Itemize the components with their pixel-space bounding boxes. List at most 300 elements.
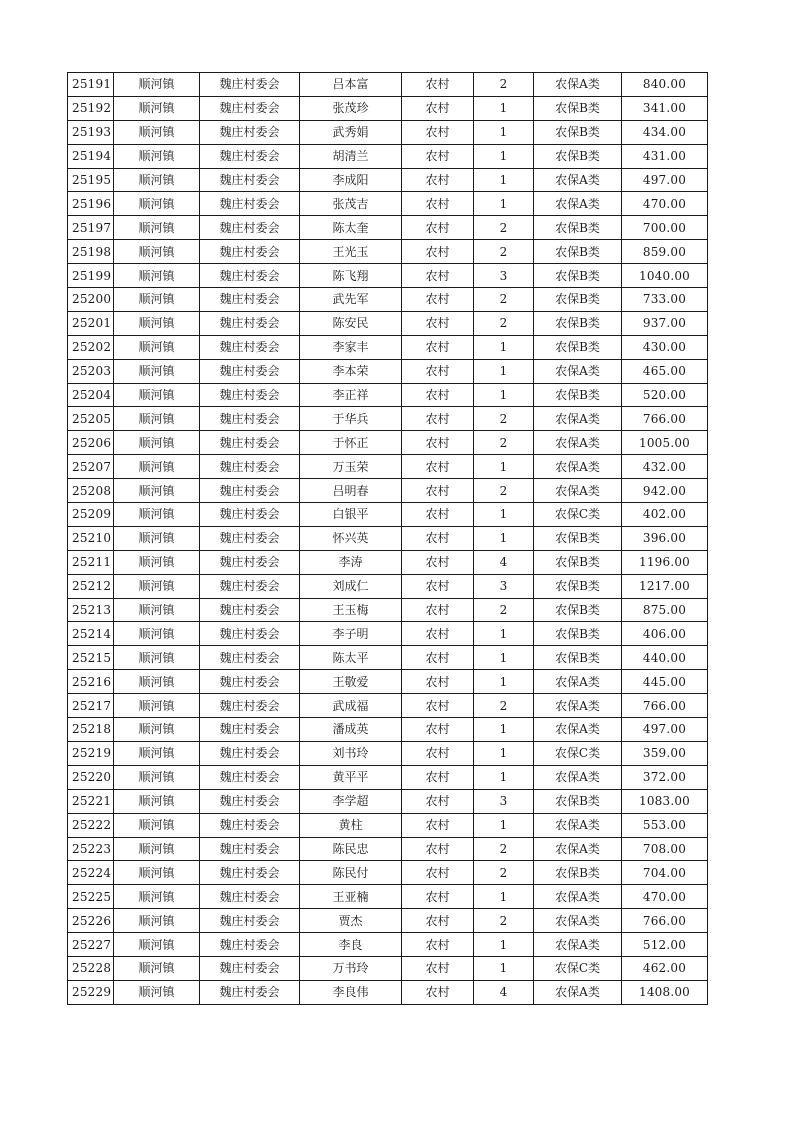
cell-household-type: 农村 <box>402 789 474 813</box>
cell-amount: 497.00 <box>622 718 708 742</box>
cell-village-committee: 魏庄村委会 <box>200 765 300 789</box>
table-row <box>68 861 708 885</box>
cell-record-id: 25196 <box>68 192 114 216</box>
cell-village-committee: 魏庄村委会 <box>200 789 300 813</box>
cell-village-committee: 魏庄村委会 <box>200 646 300 670</box>
cell-household-type: 农村 <box>402 503 474 527</box>
cell-record-id: 25215 <box>68 646 114 670</box>
cell-township: 顺河镇 <box>114 407 200 431</box>
table-row <box>68 622 708 646</box>
cell-township: 顺河镇 <box>114 240 200 264</box>
cell-village-committee: 魏庄村委会 <box>200 216 300 240</box>
cell-township: 顺河镇 <box>114 837 200 861</box>
cell-insurance-category: 农保B类 <box>534 96 622 120</box>
cell-village-committee: 魏庄村委会 <box>200 192 300 216</box>
cell-insurance-category: 农保A类 <box>534 168 622 192</box>
cell-township: 顺河镇 <box>114 765 200 789</box>
cell-township: 顺河镇 <box>114 192 200 216</box>
table-row <box>68 168 708 192</box>
cell-amount: 766.00 <box>622 909 708 933</box>
cell-record-id: 25210 <box>68 526 114 550</box>
cell-household-size: 1 <box>474 956 534 980</box>
cell-amount: 445.00 <box>622 670 708 694</box>
cell-person-name: 陈安民 <box>300 311 402 335</box>
cell-amount: 1005.00 <box>622 431 708 455</box>
cell-insurance-category: 农保A类 <box>534 909 622 933</box>
cell-household-size: 1 <box>474 120 534 144</box>
cell-household-type: 农村 <box>402 956 474 980</box>
cell-insurance-category: 农保A类 <box>534 718 622 742</box>
cell-record-id: 25207 <box>68 455 114 479</box>
table-row <box>68 479 708 503</box>
cell-household-size: 2 <box>474 598 534 622</box>
cell-amount: 470.00 <box>622 192 708 216</box>
cell-record-id: 25222 <box>68 813 114 837</box>
cell-record-id: 25228 <box>68 956 114 980</box>
cell-record-id: 25214 <box>68 622 114 646</box>
cell-household-type: 农村 <box>402 168 474 192</box>
cell-insurance-category: 农保B类 <box>534 574 622 598</box>
cell-household-type: 农村 <box>402 383 474 407</box>
cell-amount: 396.00 <box>622 526 708 550</box>
cell-village-committee: 魏庄村委会 <box>200 383 300 407</box>
table-row <box>68 335 708 359</box>
cell-township: 顺河镇 <box>114 646 200 670</box>
cell-amount: 431.00 <box>622 144 708 168</box>
cell-household-type: 农村 <box>402 622 474 646</box>
cell-insurance-category: 农保B类 <box>534 144 622 168</box>
cell-household-type: 农村 <box>402 192 474 216</box>
cell-township: 顺河镇 <box>114 288 200 312</box>
cell-insurance-category: 农保B类 <box>534 311 622 335</box>
cell-amount: 942.00 <box>622 479 708 503</box>
cell-village-committee: 魏庄村委会 <box>200 885 300 909</box>
cell-household-type: 农村 <box>402 216 474 240</box>
cell-township: 顺河镇 <box>114 789 200 813</box>
table-row <box>68 455 708 479</box>
cell-township: 顺河镇 <box>114 694 200 718</box>
cell-village-committee: 魏庄村委会 <box>200 503 300 527</box>
cell-township: 顺河镇 <box>114 120 200 144</box>
cell-person-name: 吕明春 <box>300 479 402 503</box>
cell-person-name: 黄平平 <box>300 765 402 789</box>
cell-record-id: 25218 <box>68 718 114 742</box>
cell-household-size: 3 <box>474 264 534 288</box>
cell-amount: 512.00 <box>622 933 708 957</box>
table-row <box>68 980 708 1004</box>
table-row <box>68 359 708 383</box>
cell-record-id: 25217 <box>68 694 114 718</box>
cell-insurance-category: 农保A类 <box>534 837 622 861</box>
cell-amount: 733.00 <box>622 288 708 312</box>
cell-village-committee: 魏庄村委会 <box>200 861 300 885</box>
cell-household-type: 农村 <box>402 144 474 168</box>
cell-person-name: 武成福 <box>300 694 402 718</box>
cell-record-id: 25206 <box>68 431 114 455</box>
cell-household-type: 农村 <box>402 933 474 957</box>
cell-person-name: 陈太奎 <box>300 216 402 240</box>
cell-household-type: 农村 <box>402 718 474 742</box>
cell-amount: 875.00 <box>622 598 708 622</box>
cell-amount: 462.00 <box>622 956 708 980</box>
cell-household-size: 1 <box>474 335 534 359</box>
table-row <box>68 288 708 312</box>
cell-household-size: 1 <box>474 526 534 550</box>
cell-household-size: 1 <box>474 503 534 527</box>
cell-township: 顺河镇 <box>114 335 200 359</box>
cell-township: 顺河镇 <box>114 383 200 407</box>
cell-household-size: 1 <box>474 622 534 646</box>
table-row <box>68 718 708 742</box>
cell-person-name: 张茂吉 <box>300 192 402 216</box>
cell-household-size: 1 <box>474 383 534 407</box>
table-row <box>68 264 708 288</box>
cell-household-size: 2 <box>474 694 534 718</box>
cell-village-committee: 魏庄村委会 <box>200 574 300 598</box>
cell-village-committee: 魏庄村委会 <box>200 120 300 144</box>
table-row <box>68 813 708 837</box>
table-row <box>68 670 708 694</box>
cell-village-committee: 魏庄村委会 <box>200 264 300 288</box>
cell-village-committee: 魏庄村委会 <box>200 550 300 574</box>
cell-record-id: 25200 <box>68 288 114 312</box>
cell-household-size: 2 <box>474 73 534 97</box>
table-row <box>68 765 708 789</box>
cell-household-type: 农村 <box>402 311 474 335</box>
table-row <box>68 526 708 550</box>
cell-household-size: 1 <box>474 96 534 120</box>
cell-household-size: 1 <box>474 765 534 789</box>
cell-record-id: 25213 <box>68 598 114 622</box>
cell-household-type: 农村 <box>402 909 474 933</box>
cell-record-id: 25192 <box>68 96 114 120</box>
cell-township: 顺河镇 <box>114 479 200 503</box>
cell-amount: 465.00 <box>622 359 708 383</box>
cell-village-committee: 魏庄村委会 <box>200 980 300 1004</box>
cell-amount: 440.00 <box>622 646 708 670</box>
cell-household-type: 农村 <box>402 813 474 837</box>
cell-township: 顺河镇 <box>114 813 200 837</box>
cell-insurance-category: 农保A类 <box>534 980 622 1004</box>
cell-village-committee: 魏庄村委会 <box>200 431 300 455</box>
cell-household-type: 农村 <box>402 694 474 718</box>
table-row <box>68 885 708 909</box>
cell-record-id: 25191 <box>68 73 114 97</box>
cell-record-id: 25202 <box>68 335 114 359</box>
cell-township: 顺河镇 <box>114 741 200 765</box>
cell-amount: 432.00 <box>622 455 708 479</box>
cell-household-size: 3 <box>474 574 534 598</box>
cell-household-size: 2 <box>474 407 534 431</box>
cell-person-name: 李良伟 <box>300 980 402 1004</box>
cell-village-committee: 魏庄村委会 <box>200 813 300 837</box>
cell-person-name: 刘书玲 <box>300 741 402 765</box>
cell-person-name: 李良 <box>300 933 402 957</box>
cell-person-name: 于怀正 <box>300 431 402 455</box>
cell-village-committee: 魏庄村委会 <box>200 956 300 980</box>
cell-person-name: 黄柱 <box>300 813 402 837</box>
cell-insurance-category: 农保B类 <box>534 526 622 550</box>
cell-township: 顺河镇 <box>114 216 200 240</box>
cell-township: 顺河镇 <box>114 861 200 885</box>
cell-amount: 1083.00 <box>622 789 708 813</box>
cell-record-id: 25229 <box>68 980 114 1004</box>
cell-household-type: 农村 <box>402 264 474 288</box>
cell-insurance-category: 农保C类 <box>534 741 622 765</box>
cell-village-committee: 魏庄村委会 <box>200 909 300 933</box>
cell-insurance-category: 农保B类 <box>534 598 622 622</box>
cell-household-type: 农村 <box>402 73 474 97</box>
cell-household-size: 2 <box>474 240 534 264</box>
cell-record-id: 25195 <box>68 168 114 192</box>
cell-township: 顺河镇 <box>114 574 200 598</box>
cell-household-size: 2 <box>474 909 534 933</box>
cell-insurance-category: 农保A类 <box>534 455 622 479</box>
cell-township: 顺河镇 <box>114 96 200 120</box>
cell-household-size: 1 <box>474 718 534 742</box>
cell-township: 顺河镇 <box>114 956 200 980</box>
cell-household-size: 1 <box>474 646 534 670</box>
cell-household-type: 农村 <box>402 861 474 885</box>
cell-person-name: 李涛 <box>300 550 402 574</box>
cell-insurance-category: 农保B类 <box>534 335 622 359</box>
cell-village-committee: 魏庄村委会 <box>200 407 300 431</box>
cell-village-committee: 魏庄村委会 <box>200 455 300 479</box>
cell-village-committee: 魏庄村委会 <box>200 837 300 861</box>
cell-township: 顺河镇 <box>114 144 200 168</box>
roster-table <box>67 72 708 1005</box>
table-row <box>68 574 708 598</box>
cell-township: 顺河镇 <box>114 598 200 622</box>
cell-amount: 406.00 <box>622 622 708 646</box>
cell-village-committee: 魏庄村委会 <box>200 240 300 264</box>
cell-township: 顺河镇 <box>114 550 200 574</box>
cell-amount: 840.00 <box>622 73 708 97</box>
cell-village-committee: 魏庄村委会 <box>200 311 300 335</box>
cell-insurance-category: 农保A类 <box>534 73 622 97</box>
cell-village-committee: 魏庄村委会 <box>200 670 300 694</box>
cell-insurance-category: 农保A类 <box>534 670 622 694</box>
cell-person-name: 李学超 <box>300 789 402 813</box>
cell-record-id: 25223 <box>68 837 114 861</box>
cell-amount: 766.00 <box>622 407 708 431</box>
cell-amount: 700.00 <box>622 216 708 240</box>
cell-household-size: 4 <box>474 980 534 1004</box>
cell-insurance-category: 农保A类 <box>534 431 622 455</box>
cell-village-committee: 魏庄村委会 <box>200 479 300 503</box>
cell-household-size: 1 <box>474 455 534 479</box>
table-row <box>68 956 708 980</box>
table-row <box>68 741 708 765</box>
cell-person-name: 王玉梅 <box>300 598 402 622</box>
cell-person-name: 胡清兰 <box>300 144 402 168</box>
cell-insurance-category: 农保A类 <box>534 765 622 789</box>
cell-person-name: 白银平 <box>300 503 402 527</box>
table-row <box>68 598 708 622</box>
cell-amount: 341.00 <box>622 96 708 120</box>
cell-household-type: 农村 <box>402 646 474 670</box>
cell-household-type: 农村 <box>402 765 474 789</box>
table-row <box>68 144 708 168</box>
cell-household-size: 3 <box>474 789 534 813</box>
cell-person-name: 李成阳 <box>300 168 402 192</box>
cell-person-name: 潘成英 <box>300 718 402 742</box>
cell-household-size: 1 <box>474 670 534 694</box>
table-row <box>68 240 708 264</box>
cell-insurance-category: 农保B类 <box>534 861 622 885</box>
table-row <box>68 837 708 861</box>
cell-insurance-category: 农保B类 <box>534 216 622 240</box>
cell-amount: 704.00 <box>622 861 708 885</box>
cell-amount: 1040.00 <box>622 264 708 288</box>
cell-household-type: 农村 <box>402 670 474 694</box>
cell-village-committee: 魏庄村委会 <box>200 933 300 957</box>
cell-record-id: 25204 <box>68 383 114 407</box>
table-row <box>68 192 708 216</box>
cell-person-name: 王光玉 <box>300 240 402 264</box>
cell-amount: 766.00 <box>622 694 708 718</box>
cell-record-id: 25221 <box>68 789 114 813</box>
cell-household-type: 农村 <box>402 407 474 431</box>
cell-household-type: 农村 <box>402 980 474 1004</box>
cell-village-committee: 魏庄村委会 <box>200 741 300 765</box>
cell-insurance-category: 农保B类 <box>534 789 622 813</box>
cell-amount: 1408.00 <box>622 980 708 1004</box>
cell-record-id: 25211 <box>68 550 114 574</box>
cell-person-name: 贾杰 <box>300 909 402 933</box>
cell-insurance-category: 农保A类 <box>534 192 622 216</box>
cell-household-type: 农村 <box>402 837 474 861</box>
cell-household-type: 农村 <box>402 455 474 479</box>
cell-village-committee: 魏庄村委会 <box>200 73 300 97</box>
table-row <box>68 96 708 120</box>
cell-person-name: 王敬爱 <box>300 670 402 694</box>
cell-village-committee: 魏庄村委会 <box>200 598 300 622</box>
cell-record-id: 25208 <box>68 479 114 503</box>
cell-household-type: 农村 <box>402 550 474 574</box>
cell-amount: 430.00 <box>622 335 708 359</box>
cell-household-size: 2 <box>474 288 534 312</box>
cell-village-committee: 魏庄村委会 <box>200 526 300 550</box>
cell-household-type: 农村 <box>402 288 474 312</box>
table-row <box>68 933 708 957</box>
cell-record-id: 25216 <box>68 670 114 694</box>
cell-insurance-category: 农保A类 <box>534 359 622 383</box>
cell-amount: 937.00 <box>622 311 708 335</box>
cell-township: 顺河镇 <box>114 264 200 288</box>
cell-person-name: 张茂珍 <box>300 96 402 120</box>
table-row <box>68 646 708 670</box>
cell-person-name: 万玉荣 <box>300 455 402 479</box>
table-row <box>68 73 708 97</box>
cell-record-id: 25225 <box>68 885 114 909</box>
cell-person-name: 李正祥 <box>300 383 402 407</box>
cell-insurance-category: 农保A类 <box>534 885 622 909</box>
table-row <box>68 216 708 240</box>
cell-village-committee: 魏庄村委会 <box>200 622 300 646</box>
cell-record-id: 25209 <box>68 503 114 527</box>
cell-household-size: 2 <box>474 431 534 455</box>
cell-person-name: 刘成仁 <box>300 574 402 598</box>
cell-record-id: 25199 <box>68 264 114 288</box>
cell-record-id: 25220 <box>68 765 114 789</box>
cell-household-type: 农村 <box>402 335 474 359</box>
cell-village-committee: 魏庄村委会 <box>200 335 300 359</box>
cell-insurance-category: 农保B类 <box>534 550 622 574</box>
cell-household-size: 1 <box>474 192 534 216</box>
cell-household-size: 1 <box>474 885 534 909</box>
cell-amount: 402.00 <box>622 503 708 527</box>
table-row <box>68 694 708 718</box>
cell-township: 顺河镇 <box>114 933 200 957</box>
table-row <box>68 431 708 455</box>
cell-household-type: 农村 <box>402 598 474 622</box>
cell-record-id: 25212 <box>68 574 114 598</box>
table-row <box>68 120 708 144</box>
cell-amount: 1196.00 <box>622 550 708 574</box>
cell-amount: 497.00 <box>622 168 708 192</box>
cell-village-committee: 魏庄村委会 <box>200 96 300 120</box>
table-row <box>68 503 708 527</box>
cell-person-name: 怀兴英 <box>300 526 402 550</box>
cell-person-name: 吕本富 <box>300 73 402 97</box>
cell-insurance-category: 农保A类 <box>534 479 622 503</box>
cell-township: 顺河镇 <box>114 980 200 1004</box>
cell-household-type: 农村 <box>402 479 474 503</box>
cell-amount: 708.00 <box>622 837 708 861</box>
cell-household-size: 2 <box>474 837 534 861</box>
cell-record-id: 25226 <box>68 909 114 933</box>
cell-household-size: 1 <box>474 168 534 192</box>
cell-record-id: 25219 <box>68 741 114 765</box>
cell-township: 顺河镇 <box>114 168 200 192</box>
cell-person-name: 李本荣 <box>300 359 402 383</box>
cell-insurance-category: 农保B类 <box>534 383 622 407</box>
cell-township: 顺河镇 <box>114 503 200 527</box>
cell-insurance-category: 农保B类 <box>534 264 622 288</box>
cell-insurance-category: 农保C类 <box>534 956 622 980</box>
cell-household-type: 农村 <box>402 120 474 144</box>
table-row <box>68 407 708 431</box>
cell-amount: 520.00 <box>622 383 708 407</box>
cell-household-size: 2 <box>474 861 534 885</box>
cell-household-type: 农村 <box>402 431 474 455</box>
cell-insurance-category: 农保B类 <box>534 240 622 264</box>
cell-person-name: 李家丰 <box>300 335 402 359</box>
cell-household-size: 1 <box>474 359 534 383</box>
cell-household-size: 2 <box>474 311 534 335</box>
cell-household-type: 农村 <box>402 359 474 383</box>
cell-village-committee: 魏庄村委会 <box>200 168 300 192</box>
cell-record-id: 25198 <box>68 240 114 264</box>
cell-person-name: 陈太平 <box>300 646 402 670</box>
cell-township: 顺河镇 <box>114 73 200 97</box>
cell-household-size: 2 <box>474 216 534 240</box>
cell-record-id: 25224 <box>68 861 114 885</box>
cell-person-name: 武先军 <box>300 288 402 312</box>
cell-amount: 372.00 <box>622 765 708 789</box>
cell-household-size: 1 <box>474 933 534 957</box>
cell-village-committee: 魏庄村委会 <box>200 718 300 742</box>
cell-record-id: 25194 <box>68 144 114 168</box>
cell-household-size: 4 <box>474 550 534 574</box>
cell-record-id: 25227 <box>68 933 114 957</box>
cell-township: 顺河镇 <box>114 431 200 455</box>
cell-insurance-category: 农保C类 <box>534 503 622 527</box>
cell-insurance-category: 农保B类 <box>534 120 622 144</box>
cell-village-committee: 魏庄村委会 <box>200 359 300 383</box>
cell-village-committee: 魏庄村委会 <box>200 288 300 312</box>
